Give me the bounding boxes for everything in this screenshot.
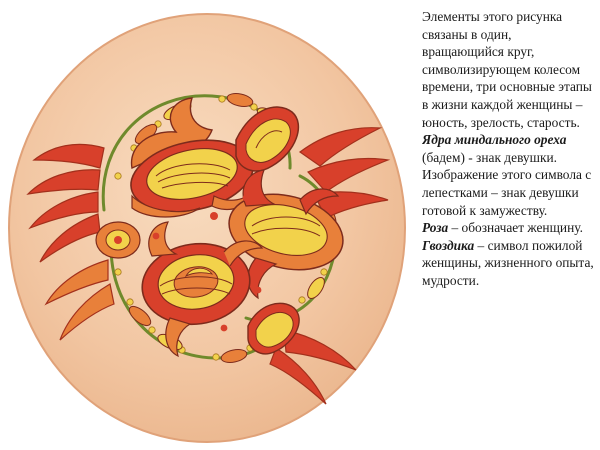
term-rose: Роза [422,220,449,236]
paragraph-2-run-2: (бадем) - знак девушки. Изображение этого символа с лепестками – знак девушки готовой к замужеству. [422,149,592,218]
term-carnation: Гвоздика [422,237,475,253]
ornament-disc [9,14,405,442]
term-almond-nut: Ядра миндального ореха [422,132,567,148]
paragraph-4-run-2: – символ пожилой женщины, жизненного опыта, мудрости. [422,237,594,288]
description-text-column [422,8,594,444]
paragraph-3 [422,219,594,237]
paragraph-4 [422,237,594,290]
paragraph-2 [422,131,594,219]
ornament-small-bud-left [96,222,140,258]
paragraph-3-run-2: – обозначает женщину. [448,220,583,236]
paragraph-1-run-1: Элементы этого рисунка связаны в один, вращающийся круг, символизирующем колесом времени, три основные этапы в жизни каждой женщины – юность, зрелость, старость. [422,9,592,130]
paragraph-1 [422,8,594,131]
